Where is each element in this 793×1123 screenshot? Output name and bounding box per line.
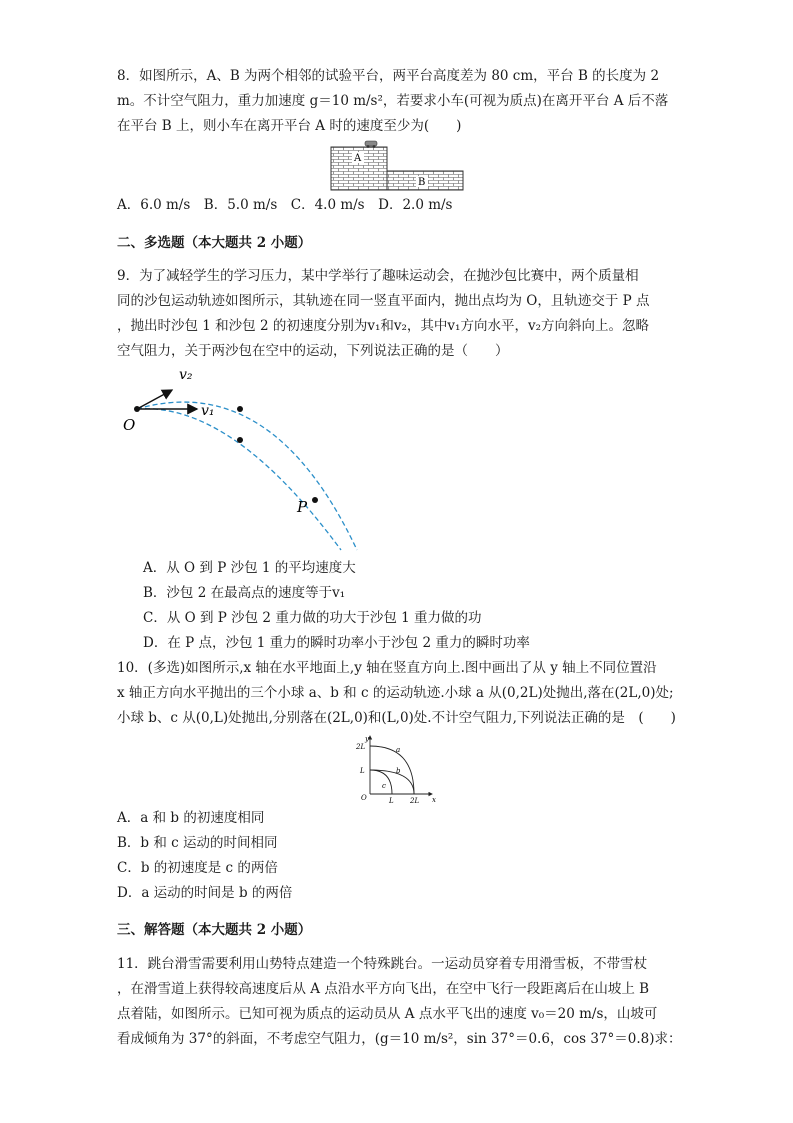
q8-line-1: 8．如图所示，A、B 为两个相邻的试验平台，两平台高度差为 80 cm，平台 B 的长度为 2 bbox=[117, 68, 660, 84]
q10-line-2: x 轴正方向水平抛出的三个小球 a、b 和 c 的运动轨迹.小球 a 从(0,2L)处抛出,落在(2L,0)处; bbox=[117, 685, 674, 701]
q11-line-4: 看成倾角为 37°的斜面，不考虑空气阻力，(g＝10 m/s²，sin 37°＝0.6，cos 37°＝0.8)求： bbox=[117, 1031, 682, 1047]
q10-line-1: 10．(多选)如图所示,x 轴在水平地面上,y 轴在竖直方向上.图中画出了从 y 轴上不同位置沿 bbox=[117, 660, 657, 676]
velocity-v2-arrow bbox=[137, 390, 172, 409]
q9-trajectory-figure bbox=[117, 362, 367, 554]
q10-option-b: B．b 和 c 运动的时间相同 bbox=[117, 835, 278, 851]
platform-b-label: B bbox=[418, 177, 426, 188]
label-o: O bbox=[123, 416, 136, 434]
q11-line-3: 点着陆，如图所示。已知可视为质点的运动员从 A 点水平飞出的速度 v₀＝20 m/s，山坡可 bbox=[117, 1006, 658, 1022]
trajectory-sandbag-1 bbox=[137, 409, 341, 550]
label-y: y bbox=[365, 735, 369, 743]
q9-line-2: 同的沙包运动轨迹如图所示，其轨迹在同一竖直平面内，抛出点均为 O，且轨迹交于 P 点 bbox=[117, 293, 650, 309]
q11-line-2: ，在滑雪道上获得较高速度后从 A 点沿水平方向飞出，在空中飞行一段距离后在山坡上 B bbox=[117, 981, 650, 997]
label-2l-y: 2L bbox=[356, 743, 366, 751]
q10-option-a: A．a 和 b 的初速度相同 bbox=[117, 810, 265, 826]
q9-line-1: 9．为了减轻学生的学习压力，某中学举行了趣味运动会，在抛沙包比赛中，两个质量相 bbox=[117, 268, 639, 284]
q9-option-a: A．从 O 到 P 沙包 1 的平均速度大 bbox=[143, 560, 356, 576]
q9-option-b: B．沙包 2 在最高点的速度等于v₁ bbox=[143, 585, 346, 601]
q10-trajectory-figure bbox=[352, 732, 438, 804]
point-mark-1 bbox=[237, 406, 243, 412]
label-v2: v₂ bbox=[179, 367, 193, 383]
section-multiple-choice-title: 二、多选题（本大题共 2 小题） bbox=[117, 235, 312, 251]
q9-option-c: C．从 O 到 P 沙包 2 重力做的功大于沙包 1 重力做的功 bbox=[143, 610, 482, 626]
label-origin: O bbox=[361, 794, 367, 802]
q10-line-3: 小球 b、c 从(0,L)处抛出,分别落在(2L,0)和(L,0)处.不计空气阻力,下列说法正确的是 ( ) bbox=[117, 710, 676, 726]
label-2l-x: 2L bbox=[410, 797, 420, 804]
label-a: a bbox=[396, 746, 401, 754]
section-answer-title: 三、解答题（本大题共 2 小题） bbox=[117, 922, 312, 938]
trajectory-sandbag-2 bbox=[137, 402, 357, 550]
q9-line-3: ，抛出时沙包 1 和沙包 2 的初速度分别为v₁和v₂，其中v₁方向水平，v₂方向斜向上。忽略 bbox=[117, 318, 649, 334]
point-o bbox=[134, 406, 140, 412]
label-c: c bbox=[382, 782, 386, 790]
trajectory-c bbox=[370, 770, 392, 794]
label-p: P bbox=[297, 498, 308, 516]
point-mark-2 bbox=[237, 437, 243, 443]
q8-platform-figure bbox=[328, 138, 466, 192]
q10-option-d: D．a 运动的时间是 b 的两倍 bbox=[117, 885, 293, 901]
q8-line-2: m。不计空气阻力，重力加速度 g＝10 m/s²，若要求小车(可视为质点)在离开平台 A 后不落 bbox=[117, 93, 669, 109]
label-x: x bbox=[432, 796, 436, 804]
q10-option-c: C．b 的初速度是 c 的两倍 bbox=[117, 860, 278, 876]
q8-options: A．6.0 m/s B．5.0 m/s C．4.0 m/s D．2.0 m/s bbox=[117, 197, 453, 213]
label-v1: v₁ bbox=[201, 403, 215, 419]
label-b: b bbox=[396, 767, 401, 775]
q9-option-d: D．在 P 点，沙包 1 重力的瞬时功率小于沙包 2 重力的瞬时功率 bbox=[143, 635, 530, 651]
q9-line-4: 空气阻力，关于两沙包在空中的运动，下列说法正确的是（ ） bbox=[117, 343, 509, 359]
platform-a-label: A bbox=[354, 153, 362, 164]
label-l-y: L bbox=[360, 767, 365, 775]
label-l-x: L bbox=[389, 797, 394, 804]
point-p bbox=[312, 497, 318, 503]
q8-line-3: 在平台 B 上，则小车在离开平台 A 时的速度至少为( ) bbox=[117, 118, 462, 134]
q11-line-1: 11．跳台滑雪需要利用山势特点建造一个特殊跳台。一运动员穿着专用滑雪板，不带雪杖 bbox=[117, 956, 648, 972]
